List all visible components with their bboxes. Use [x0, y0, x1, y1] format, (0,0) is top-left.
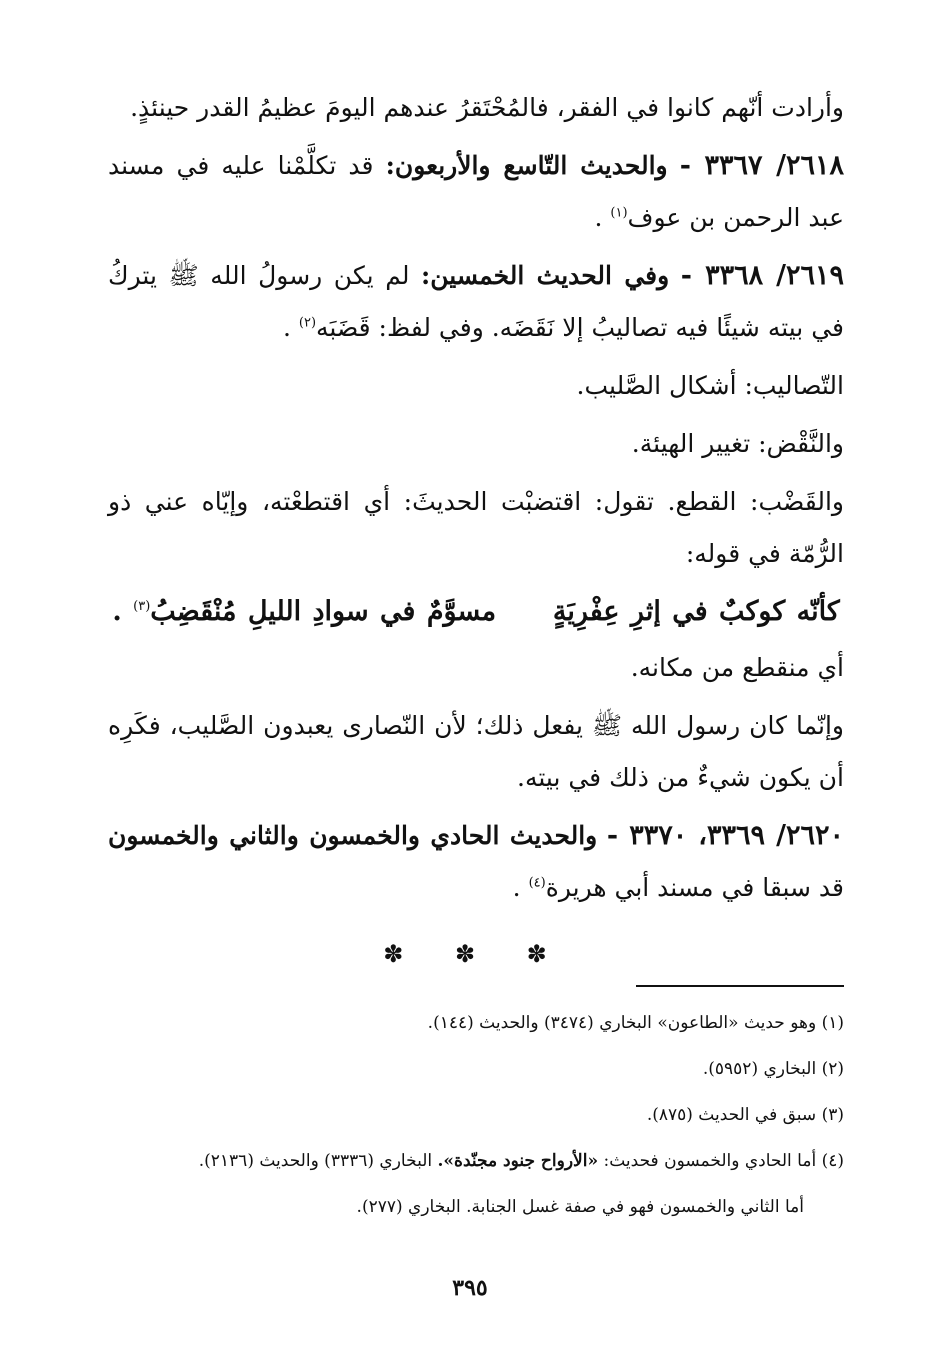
poem-end: . — [112, 596, 122, 627]
hadith-50-text: لم يكن رسولُ الله ﷺ يتركُ في بيته شيئًا فيه تصاليبُ إلا نَقَضَه. وفي لفظ: قَضَبَه — [108, 261, 844, 342]
footnote-3: (٣) سبق في الحديث (٨٧٥). — [646, 1105, 844, 1125]
hadith-49-title: والحديث التّاسع والأربعون: — [385, 151, 668, 180]
hadith-51-52-number: ٢٦٢٠/ ٣٣٦٩، ٣٣٧٠ - — [606, 820, 845, 851]
footnote-4-intro: (٤) أما الحادي والخمسون فحديث: — [603, 1151, 844, 1171]
footnote-ref-3: (٣) — [133, 599, 151, 614]
hadith-49-end: . — [594, 203, 603, 232]
hadith-51-52-end: . — [512, 873, 521, 902]
footnote-1: (١) وهو حديث «الطاعون» البخاري (٣٤٧٤) والحديث (١٤٤). — [427, 1013, 844, 1033]
hadith-50 — [108, 250, 844, 354]
poem-hemistich-2: مسوَّمٌ في سوادِ الليلِ مُنْقَضِبُ — [150, 596, 497, 627]
paragraph-intro-text: وأرادت أنّهم كانوا في الفقر، فالمُحْتَقرُ عندهم اليومَ عظيمُ القدر حينئذٍ. — [130, 93, 844, 122]
footnote-2: (٢) البخاري (٥٩٥٢). — [702, 1059, 844, 1079]
definition-tasalib-text: التّصاليب: أشكال الصَّليب. — [576, 371, 844, 400]
footnote-ref-1: (١) — [610, 205, 628, 221]
footnote-ref-2: (٢) — [298, 315, 317, 331]
poem-verse — [108, 584, 844, 640]
footnotes — [108, 1000, 844, 1230]
page-number: ٣٩٥ — [452, 1275, 488, 1301]
main-text — [108, 82, 844, 974]
footnote-4-source: البخاري (٣٣٣٦) والحديث (٢١٣٦). — [198, 1151, 433, 1171]
footnote-4 — [108, 1138, 844, 1184]
footnote-4-extra: أما الثاني والخمسون فهو في صفة غسل الجنابة. البخاري (٢٧٧). — [356, 1197, 804, 1217]
hadith-50-title: وفي الحديث الخمسين: — [421, 261, 670, 290]
hadith-50-end: . — [282, 313, 291, 342]
definition-tasalib — [108, 360, 844, 412]
paragraph-intro — [108, 82, 844, 134]
hadith-50-number: ٢٦١٩/ ٣٣٦٨ - — [680, 260, 844, 291]
hadith-51-52-title: والحديث الحادي والخمسون والثاني والخمسون — [108, 821, 598, 850]
definition-qadb — [108, 476, 844, 580]
hadith-49 — [108, 140, 844, 244]
footnote-4-quote: «الأرواح جنود مجنّدة». — [437, 1151, 599, 1171]
hadith-51-52 — [108, 810, 844, 914]
definition-naqd — [108, 418, 844, 470]
definition-naqd-text: والنَّقْض: تغيير الهيئة. — [631, 429, 844, 458]
hadith-49-text: قد تكلَّمْنا عليه في مسند عبد الرحمن بن عوف — [108, 151, 844, 232]
explanation-munqati-text: أي منقطع من مكانه. — [630, 653, 844, 682]
explanation-innama — [108, 700, 844, 804]
poem-hemistich-1: كأنّه كوكبٌ في إثرِ عِفْرِيَةٍ — [552, 596, 840, 627]
explanation-innama-text: وإنّما كان رسول الله ﷺ يفعل ذلك؛ لأن النّصارى يعبدون الصَّليب، فكَرِه أن يكون شيءٌ من ذلك في بيته. — [108, 711, 844, 792]
explanation-munqati — [108, 642, 844, 694]
footnote-ref-4: (٤) — [528, 875, 546, 891]
hadith-51-52-text: قد سبقا في مسند أبي هريرة — [545, 873, 844, 902]
hadith-49-number: ٢٦١٨/ ٣٣٦٧ - — [679, 150, 844, 181]
footnote-divider — [636, 985, 844, 987]
definition-qadb-text: والقَضْب: القطع. تقول: اقتضبْت الحديثَ: أي اقتطعْته، وإيّاه عني ذو الرُّمّة في قوله: — [108, 487, 844, 568]
section-ornaments: ✽ ✽ ✽ — [383, 940, 569, 968]
